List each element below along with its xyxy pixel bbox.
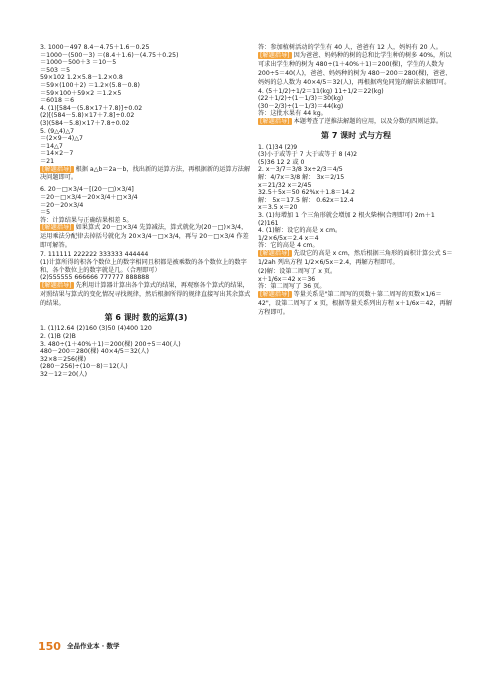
- answer-line: (30－2/3)÷(1－1/3)＝44(kg): [258, 102, 344, 110]
- answer-line: (3)小于或等于 7 大于或等于 8 (4)2: [258, 151, 358, 159]
- hint-tag: [解题指导]: [260, 290, 290, 298]
- answer-line: 答：参加植树活动的学生有 40 人，爸爸有 12 人，妈妈有 20 人。: [258, 44, 442, 51]
- lesson7-q3-block: [258, 212, 454, 227]
- answer-line: ＝(2×9－4)△7: [40, 135, 83, 143]
- answer-line: (2)[(584－5.8)×17＋7.8]÷0.02: [40, 112, 135, 120]
- hint-lesson6-q4: [解题指导] 本题考查了逆推法解题的应用，以及分数的四则运算。: [260, 117, 443, 125]
- answer-line: x＝3.5 x＝20: [258, 204, 298, 212]
- lesson7-q2-block: [258, 166, 454, 212]
- lesson7-q4-block: [258, 227, 454, 250]
- answer-line: ＝14△7: [40, 142, 63, 150]
- right-column: [258, 44, 454, 318]
- answer-line: 32×8＝256(棵): [40, 355, 87, 363]
- page-number: 150: [38, 640, 61, 653]
- hint-tag: [解题指导]: [260, 117, 290, 125]
- answer-line: 3. 480÷(1＋40%＋1)＝200(棵) 200÷5＝40(人): [40, 340, 181, 348]
- answer-line: (2)555555 666666 777777 888888: [40, 274, 150, 282]
- answer-line: 答：这批水果有 44 kg。: [258, 110, 327, 118]
- answer-line: ＝5: [40, 209, 51, 217]
- answer-line: 3. 1000－497 8.4－4.75＋1.6－0.25: [40, 44, 150, 51]
- answer-line: ＝1000－(500－3) ＝(8.4＋1.6)－(4.75＋0.25): [40, 51, 179, 59]
- answer-line: x＋1/6x＝42 x＝36: [258, 275, 316, 283]
- answer-line: 答：计算结果与正确结果相差 5。: [40, 216, 133, 224]
- hint-q5: [解题指导] 根据 a△b＝2a－b，找出新的运算方法，再根据新的运算方法解决问题即可。: [40, 165, 251, 182]
- lesson7-q4-2-block: [258, 268, 454, 291]
- lesson-6-heading: 第 6 课时 数的运算(3): [104, 312, 188, 322]
- q3-q5-block: [40, 44, 252, 166]
- lesson6-q2: 2. (1)B (2)B: [40, 333, 76, 340]
- answer-line: 4. (1)[584－(5.8×17＋7.8)]÷0.02: [40, 104, 143, 112]
- answer-line: ＝503 ＝5: [40, 66, 71, 74]
- answer-line: (280－256)÷(10－8)＝12(人): [40, 363, 128, 371]
- hint-tag: [解题指导]: [42, 224, 72, 232]
- answer-line: 答：第二周写了 36 页。: [258, 283, 326, 291]
- hint-q6: [解题指导] 如果算式 20－□×3/4 先算减法，算式就化为(20－□)×3/4，运用乘法分配律去掉括号就化为 20×3/4－□×3/4，再与 20－□×3/4 作差即可解答。: [40, 224, 249, 250]
- answer-line: 32.5＋5x＝50 62%x＋1.8＝14.2: [258, 189, 355, 197]
- answer-line: 1. (1)34 (2)9: [258, 143, 298, 151]
- lesson6-q4-block: [258, 88, 454, 118]
- answer-line: 480－200＝280(棵) 40×4/5＝32(人): [40, 348, 149, 356]
- answer-line: ＝20－□×3/4－20×3/4＋□×3/4: [40, 194, 138, 202]
- answer-line: (5)36 12 2 或 0: [258, 158, 305, 166]
- hint-lesson6-q3: [解题指导] 因为爸爸、妈妈种的树的总和比学生种的树多 40%，所以可求出学生种的树为 480÷(1＋40%＋1)＝200(棵)，学生的人数为 200÷5＝40(人)，爸爸、妈妈种的树为 480－200＝280(棵)，爸爸、妈妈的总人数为 40×4/5＝32(人)，再根据鸡兔同笼的解法求解即可。: [258, 51, 452, 86]
- page-footer: [38, 640, 119, 653]
- q6-block: [40, 186, 252, 224]
- answer-line: 解：4/7x＝3/8 解： 3x＝2/15: [258, 174, 345, 182]
- answer-line: x＝21/32 x＝2/45: [258, 181, 312, 189]
- answer-line: (2)161: [258, 219, 279, 227]
- answer-line: ＝6018 ＝6: [40, 97, 75, 105]
- answer-line: 4. (1)解：设它的高是 x cm。: [258, 227, 342, 235]
- answer-line: ＝59×100＋59×2 ＝1.2×5: [40, 89, 122, 97]
- answer-line: ＝20－20×3/4: [40, 201, 84, 209]
- answer-line: 1/2×6/5x＝2.4 x＝4: [258, 234, 319, 242]
- lesson6-q3-block: [40, 341, 252, 379]
- answer-line: (3)(584－5.8)×17＋7.8÷0.02: [40, 119, 130, 127]
- answer-line: 7. 111111 222222 333333 444444: [40, 251, 149, 259]
- hint-lesson7-q4-2: [解题指导] 等量关系是"第二周写的页数＋第二周写的页数×1/6＝42"，设第二周写了 x 页，根据等量关系列出方程 x＋1/6x＝42，再解方程即可。: [258, 290, 452, 316]
- answer-line: (22＋1/2)÷(1－1/3)＝30(kg): [258, 95, 344, 103]
- lesson7-q1-block: [258, 144, 454, 167]
- answer-line: ＝59×(100＋2) ＝1.2×(5.8－0.8): [40, 81, 140, 89]
- answer-line: ＝1000－500＋3 ＝10－5: [40, 59, 117, 67]
- left-column: [40, 44, 252, 379]
- answer-continued: [258, 44, 454, 52]
- answer-line: 59×102 1.2×5.8－1.2×0.8: [40, 74, 123, 82]
- hint-q7: [解题指导] 先利用计算器计算出各个算式的结果，再观察各个算式的结果，对照结果与算式的变化情况寻找规律，然后根据所得的规律直接写出其余算式的结果。: [40, 281, 251, 307]
- hint-tag: [解题指导]: [260, 249, 290, 257]
- answer-line: ＝14×2－7: [40, 150, 74, 158]
- answer-line: 2. x－3/7＝3/8 3x÷2/3＝4/5: [258, 166, 343, 174]
- hint-lesson7-q4-1: [解题指导] 先设它的高是 x cm，然后根据三角形的面积计算公式 S＝1/2ah 列出方程 1/2×6/5x＝2.4，再解方程即可。: [258, 249, 453, 266]
- answer-line: 4. (5＋1/2)÷1/2＝11(kg) 11÷1/2＝22(kg): [258, 87, 384, 95]
- lesson6-q1: 1. (1)12.64 (2)160 (3)50 (4)400 120: [40, 325, 152, 333]
- answer-line: (2)解：设第二周写了 x 页。: [258, 267, 337, 275]
- answer-line: 答：它的高是 4 cm。: [258, 242, 319, 250]
- answer-line: 5. (9△4)△7: [40, 127, 75, 135]
- book-title: 全品作业本 · 数学: [66, 641, 120, 650]
- q7-block: [40, 251, 252, 281]
- answer-line: 6. 20－□×3/4－[(20－□)×3/4]: [40, 186, 134, 194]
- hint-tag: [解题指导]: [42, 165, 72, 173]
- hint-tag: [解题指导]: [260, 51, 290, 59]
- hint-tag: [解题指导]: [42, 281, 72, 289]
- answer-line: 解： 5x＝17.5 解： 0.62x＝12.4: [258, 196, 354, 204]
- answer-line: 3. (1)每增加 1 个三角形就会增加 2 根火柴棒(合理即可) 2m＋1: [258, 211, 435, 219]
- answer-line: 32－12＝20(人): [40, 370, 88, 378]
- lesson-7-heading: 第 7 课时 式与方程: [321, 130, 391, 140]
- answer-line: (1)计算所得的积各个数位上的数字相同且积都是被乘数的各个数位上的数字和，各个数位上的数字就是几。（合理即可）: [40, 258, 247, 274]
- answer-line: ＝21: [40, 157, 55, 165]
